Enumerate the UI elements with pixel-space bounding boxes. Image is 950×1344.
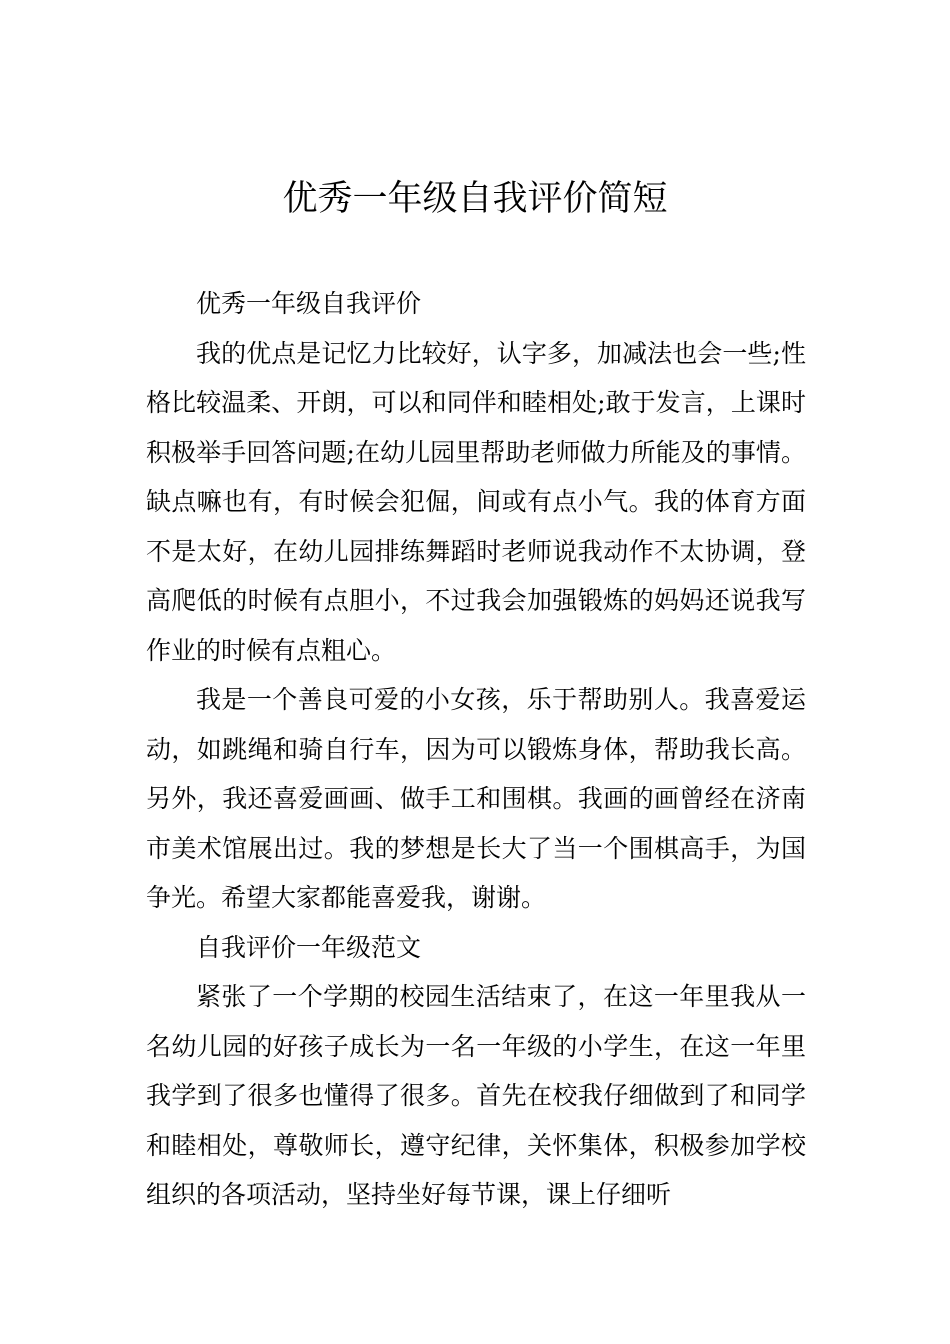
document-title: 优秀一年级自我评价简短 [282,179,668,219]
paragraph: 紧张了一个学期的校园生活结束了，在这一年里我从一名幼儿园的好孩子成长为一名一年级的小学生，在这一年里我学到了很多也懂得了很多。首先在校我仔细做到了和同学和睦相处，尊敬师长，遵守纪律，关怀集体，积极参加学校组织的各项活动，坚持坐好每节课，课上仔细听 [146,982,806,1209]
paragraph: 我的优点是记忆力比较好，认字多，加减法也会一些;性格比较温柔、开朗，可以和同伴和睦相处;敢于发言，上课时积极举手回答问题;在幼儿园里帮助老师做力所能及的事情。缺点嘛也有，有时候会犯倔，间或有点小气。我的体育方面不是太好，在幼儿园排练舞蹈时老师说我动作不太协调，登高爬低的时候有点胆小，不过我会加强锻炼的妈妈还说我写作业的时候有点粗心。 [146,338,806,665]
section-heading: 自我评价一年级范文 [196,932,422,962]
section-heading: 优秀一年级自我评价 [196,289,422,318]
document-body [146,279,806,1220]
paragraph: 我是一个善良可爱的小女孩，乐于帮助别人。我喜爱运动，如跳绳和骑自行车，因为可以锻炼身体，帮助我长高。另外，我还喜爱画画、做手工和围棋。我画的画曾经在济南市美术馆展出过。我的梦想是长大了当一个围棋高手，为国争光。希望大家都能喜爱我，谢谢。 [146,685,806,912]
